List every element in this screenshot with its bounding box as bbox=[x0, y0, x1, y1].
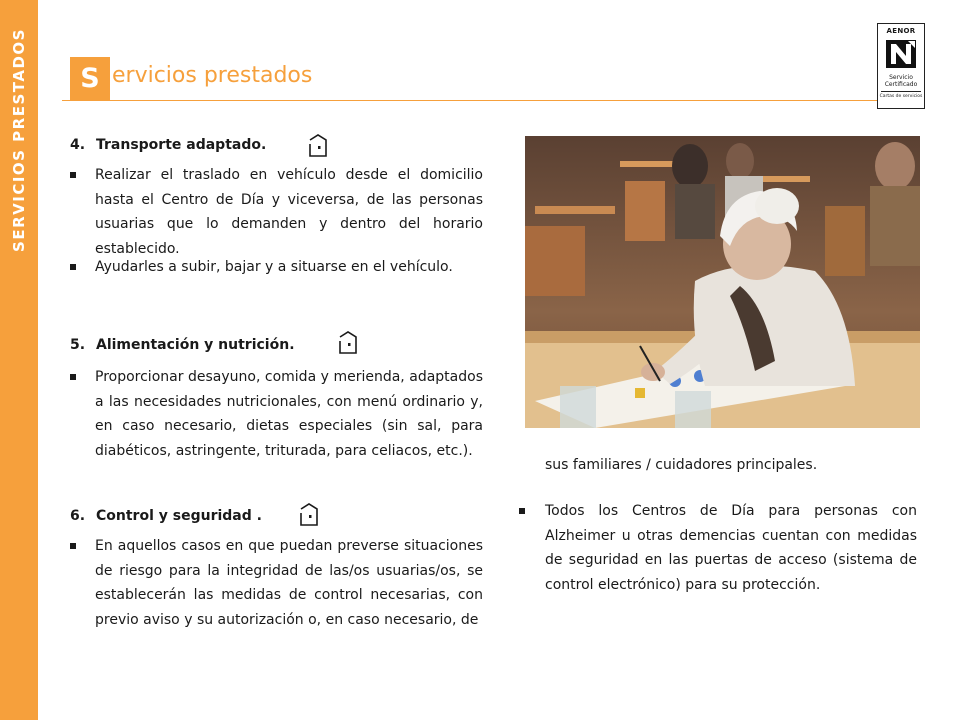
page-title: ervicios prestados bbox=[112, 63, 313, 88]
aenor-certification-logo bbox=[877, 23, 925, 109]
section-6-bullet-1: En aquellos casos en que puedan preverse situaciones de riesgo para la integridad de las/os usuarias/os, se establecerán las medidas de control necesarias, con previo aviso y su autorización o, en caso necesario, de bbox=[95, 538, 483, 628]
section-number: 5. bbox=[70, 337, 86, 353]
section-number: 4. bbox=[70, 137, 86, 153]
section-4-bullet-1: Realizar el traslado en vehículo desde el domicilio hasta el Centro de Día y viceversa, de las personas usuarias que lo demanden y dentro del horario establecido. bbox=[95, 167, 483, 257]
bullet-marker bbox=[70, 374, 76, 380]
right-continuation: sus familiares / cuidadores principales. bbox=[545, 457, 818, 473]
bullet-marker bbox=[519, 508, 525, 514]
photo-illustration bbox=[525, 136, 920, 428]
photo-elderly-woman-drawing bbox=[525, 136, 920, 428]
house-icon bbox=[298, 503, 320, 527]
aenor-line-2: Certificado bbox=[884, 81, 918, 88]
right-bullet-1: Todos los Centros de Día para personas con Alzheimer u otras demencias cuentan con medidas de seguridad en las puertas de acceso (sistema de control electrónico) para su protección. bbox=[545, 503, 917, 593]
house-icon bbox=[337, 331, 359, 355]
aenor-line-3: Cartas de servicios bbox=[879, 94, 923, 99]
section-4-bullet-2: Ayudarles a subir, bajar y a situarse en el vehículo. bbox=[95, 259, 453, 275]
aenor-n-mark-icon bbox=[884, 38, 918, 70]
bullet-marker bbox=[70, 264, 76, 270]
section-title: Transporte adaptado. bbox=[96, 137, 267, 153]
house-icon bbox=[307, 134, 329, 158]
section-5-bullet-1: Proporcionar desayuno, comida y merienda, adaptados a las necesidades nutricionales, con menú ordinario y, en caso necesario, dietas especiales (sin sal, para diabéticos, astringente, triturada, para celiacos, etc.). bbox=[95, 369, 483, 459]
aenor-divider bbox=[881, 91, 921, 92]
section-number: 6. bbox=[70, 508, 86, 524]
bullet-marker bbox=[70, 543, 76, 549]
section-title: Control y seguridad . bbox=[96, 508, 262, 524]
sidebar-title bbox=[0, 0, 38, 300]
bullet-marker bbox=[70, 172, 76, 178]
section-title: Alimentación y nutrición. bbox=[96, 337, 295, 353]
title-initial-box: S bbox=[70, 57, 110, 100]
title-underline bbox=[62, 100, 882, 101]
sidebar-label: SERVICIOS PRESTADOS bbox=[10, 28, 28, 252]
aenor-line-1: Servicio bbox=[889, 74, 913, 81]
aenor-brand: AENOR bbox=[886, 27, 916, 35]
